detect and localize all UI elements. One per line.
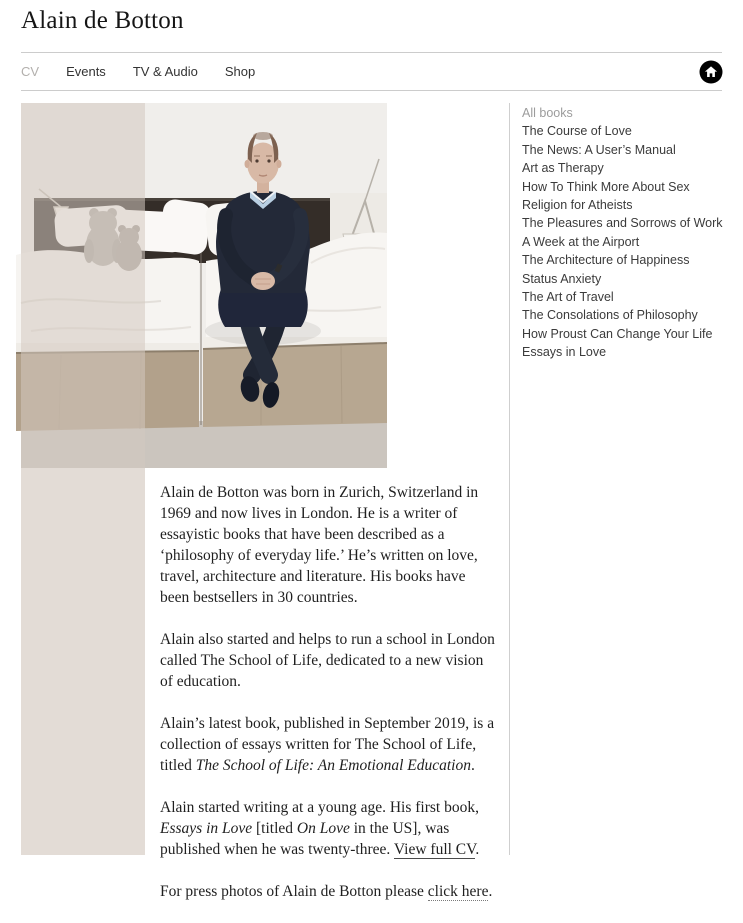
bio-paragraph-3 <box>160 713 496 776</box>
book-link-status-anxiety[interactable]: Status Anxiety <box>522 271 602 286</box>
bio-p4-text3: in the US], was published when he was twenty-three. <box>160 820 450 858</box>
sidebar-item-book <box>522 196 743 214</box>
bio-p4-period: . <box>475 841 480 858</box>
bio-p4-us-title: On Love <box>296 820 350 837</box>
sidebar-item-book <box>522 325 743 343</box>
book-link-think-more-about-sex[interactable]: How To Think More About Sex <box>522 179 690 194</box>
bio-paragraph-4 <box>160 797 496 860</box>
sidebar-item-book <box>522 306 743 324</box>
book-link-course-of-love[interactable]: The Course of Love <box>522 124 632 139</box>
book-link-art-of-travel[interactable]: The Art of Travel <box>522 290 614 305</box>
portrait-photo <box>21 103 387 468</box>
book-link-week-at-airport[interactable]: A Week at the Airport <box>522 234 640 249</box>
book-link-essays-in-love[interactable]: Essays in Love <box>522 345 607 360</box>
photo-beige-overlay <box>21 103 145 468</box>
sidebar-item-book <box>522 288 743 306</box>
home-icon[interactable] <box>699 60 723 84</box>
sidebar-item-book <box>522 159 743 177</box>
sidebar-item-book <box>522 178 743 196</box>
page-title: Alain de Botton <box>21 7 184 34</box>
sidebar-item-book <box>522 251 743 269</box>
bio-p3-text: Alain’s latest book, published in September 2019, is a collection of essays written for The School of Life, titled <box>160 715 495 774</box>
book-link-architecture-of-happiness[interactable]: The Architecture of Happiness <box>522 253 690 268</box>
book-link-proust-change-your-life[interactable]: How Proust Can Change Your Life <box>522 326 713 341</box>
bio-p5-period: . <box>488 883 493 900</box>
press-photos-link[interactable]: click here <box>427 883 489 900</box>
sidebar-item-book <box>522 141 743 159</box>
bio-p4-book-title: Essays in Love <box>160 820 253 837</box>
bio-paragraph-5 <box>160 881 496 902</box>
content-sidebar-divider <box>509 103 510 855</box>
sidebar-item-book <box>522 233 743 251</box>
nav-item-tv-audio[interactable]: TV & Audio <box>132 64 198 79</box>
books-list <box>522 104 743 362</box>
main-nav <box>21 64 255 79</box>
view-full-cv-link[interactable]: View full CV <box>393 841 476 858</box>
book-link-the-news[interactable]: The News: A User’s Manual <box>522 142 676 157</box>
sidebar-item-all-books <box>522 104 743 122</box>
bio-p3-book-title: The School of Life: An Emotional Education <box>195 757 471 774</box>
bio-text <box>160 470 496 923</box>
bio-p1-text: Alain de Botton was born in Zurich, Switzerland in 1969 and now lives in London. He is a writer of essayistic books that have been described as a ‘philosophy of everyday life.’ He’s written on love, travel, architecture and literature. His books have been bestsellers in 30 countries. <box>160 484 479 606</box>
nav-item-cv[interactable]: CV <box>21 64 40 79</box>
bio-p4-text2: [titled <box>252 820 297 837</box>
sidebar-item-book <box>522 214 743 232</box>
all-books-link[interactable]: All books <box>522 106 573 120</box>
sidebar-item-book <box>522 270 743 288</box>
bio-paragraph-1 <box>160 482 496 608</box>
header-divider-bottom <box>21 90 722 91</box>
books-sidebar <box>522 104 743 362</box>
book-link-art-as-therapy[interactable]: Art as Therapy <box>522 161 604 176</box>
sidebar-item-book <box>522 122 743 140</box>
nav-item-shop[interactable]: Shop <box>224 64 256 79</box>
bio-p2-text: Alain also started and helps to run a school in London called The School of Life, dedicated to a new vision of education. <box>160 631 495 690</box>
nav-item-events[interactable]: Events <box>66 64 106 79</box>
beige-panel <box>21 468 145 855</box>
header-divider-top <box>21 52 722 53</box>
book-link-pleasures-sorrows-work[interactable]: The Pleasures and Sorrows of Work <box>522 216 723 231</box>
bio-p4-text: Alain started writing at a young age. His first book, <box>160 799 479 816</box>
bio-p5-text: For press photos of Alain de Botton please <box>160 883 428 900</box>
book-link-consolations-of-philosophy[interactable]: The Consolations of Philosophy <box>522 308 698 323</box>
bio-p3-period: . <box>470 757 475 774</box>
sidebar-item-book <box>522 343 743 361</box>
bio-paragraph-2 <box>160 629 496 692</box>
book-link-religion-for-atheists[interactable]: Religion for Atheists <box>522 198 633 213</box>
